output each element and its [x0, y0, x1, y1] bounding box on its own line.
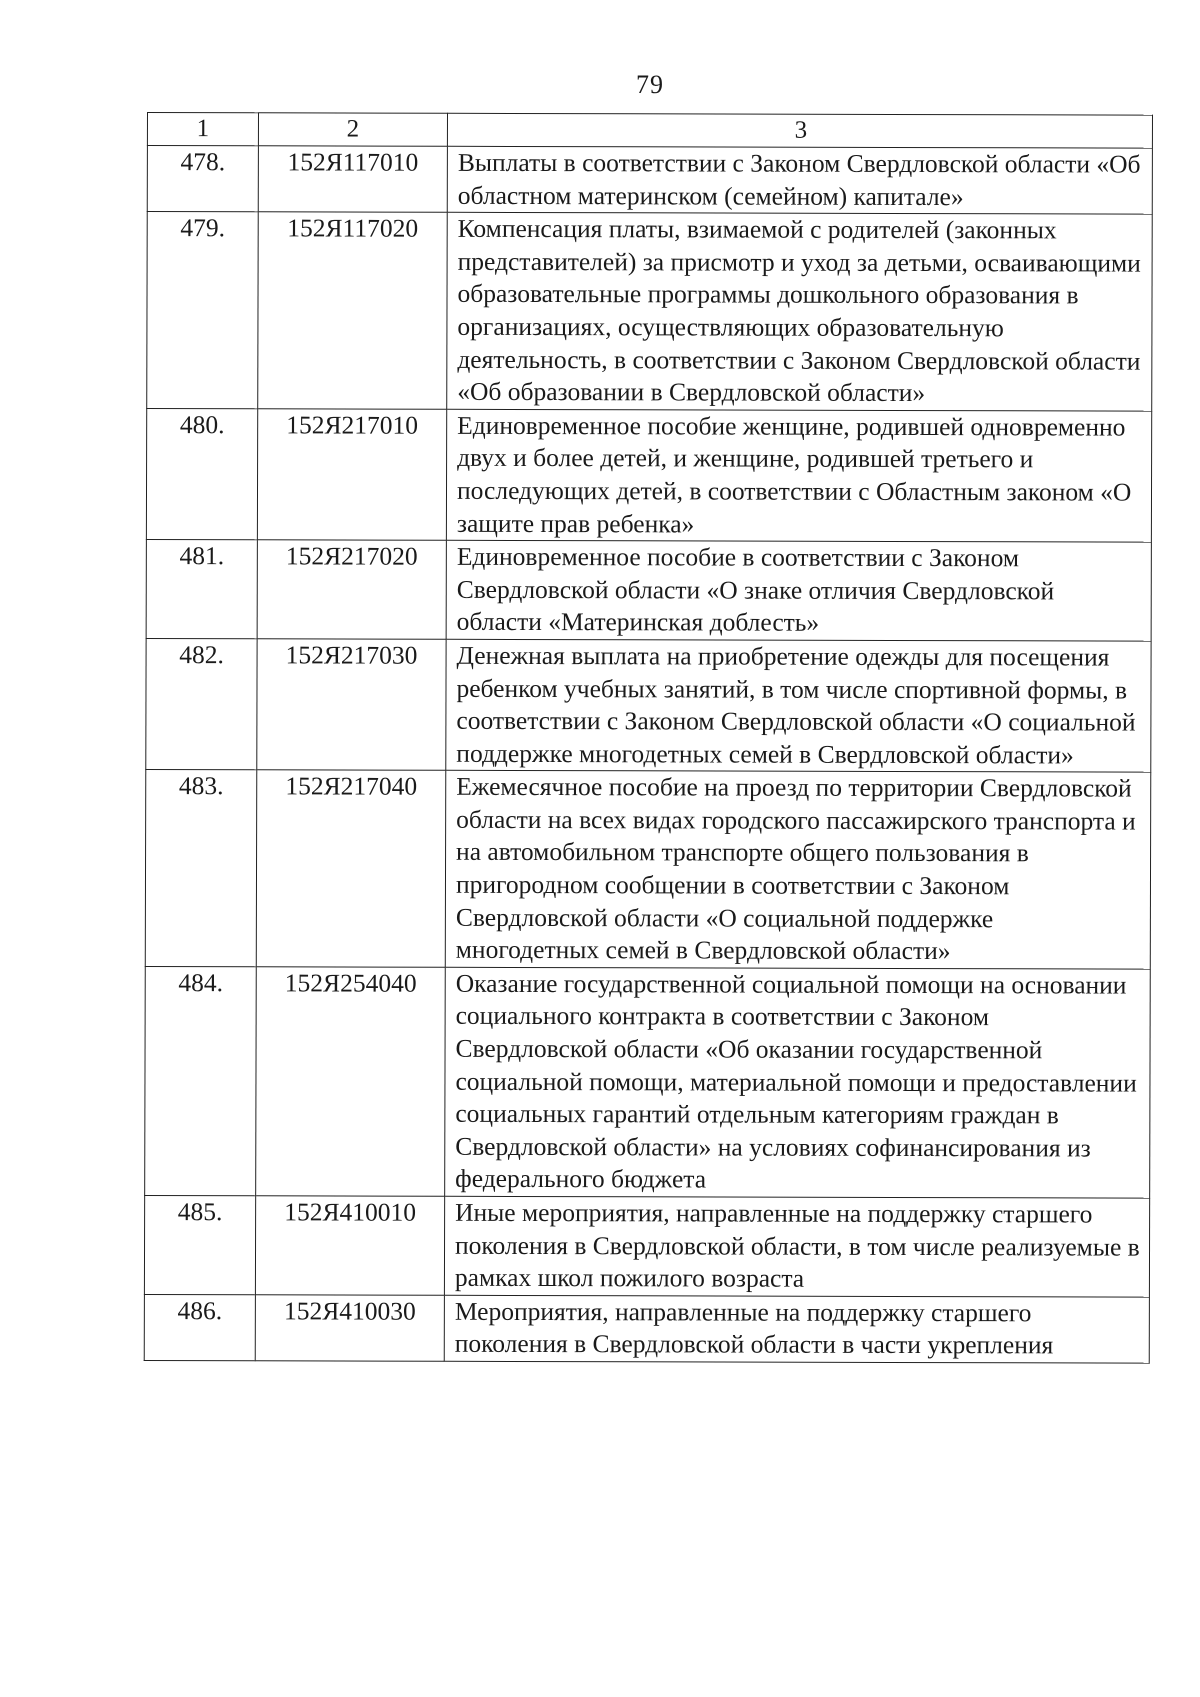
row-code: 152Я217040 [256, 770, 446, 967]
row-description: Денежная выплата на приобретение одежды для посещения ребенком учебных занятий, в том числе спортивной формы, в соответствии с Законом Свердловской области «О социальной поддержке многодетных семей в Свердловской области» [446, 639, 1151, 772]
row-code: 152Я217020 [257, 540, 446, 639]
row-description: Выплаты в соответствии с Законом Свердловской области «Об областном материнском (семейном) капитале» [447, 146, 1152, 214]
column-header-2: 2 [258, 113, 447, 146]
table-row [145, 770, 1151, 969]
row-description: Единовременное пособие женщине, родившей одновременно двух и более детей, и женщине, родившей третьего и последующих детей, в соответствии с Областным законом «О защите прав ребенка» [446, 409, 1151, 542]
table-row [146, 408, 1151, 542]
row-number: 482. [146, 638, 257, 770]
table-row [144, 1195, 1149, 1296]
row-description: Единовременное пособие в соответствии с Законом Свердловской области «О знаке отличия Свердловской области «Материнская доблесть» [446, 540, 1151, 641]
row-number: 484. [145, 966, 257, 1195]
column-header-1: 1 [147, 113, 258, 146]
row-code: 152Я410010 [255, 1196, 444, 1295]
row-description: Компенсация платы, взимаемой с родителей (законных представителей) за присмотр и уход за детьми, осваивающими образовательные программы дошкольного образования в организациях, осуществляющих образовательную деятельность, в соответствии с Законом Свердловской области «Об образовании в Свердловской области» [447, 212, 1153, 410]
row-number: 478. [147, 146, 258, 212]
table-row [145, 966, 1151, 1198]
row-description: Мероприятия, направленные на поддержку старшего поколения в Свердловской области в части укрепления [444, 1295, 1149, 1363]
table-row [147, 212, 1153, 411]
row-description: Ежемесячное пособие на проезд по территории Свердловской области на всех видах городского пассажирского транспорта и на автомобильном транспорте общего пользования в пригородном сообщении в соответствии с Законом Свердловской области «О социальной поддержке многодетных семей в Свердловской области» [445, 771, 1151, 969]
table-row [146, 540, 1151, 641]
row-code: 152Я254040 [256, 967, 446, 1197]
table-header-row [147, 113, 1152, 149]
row-number: 483. [145, 770, 257, 967]
table-row [147, 146, 1152, 215]
row-code: 152Я117020 [258, 212, 448, 409]
row-code: 152Я117010 [258, 146, 447, 213]
row-code: 152Я410030 [255, 1295, 444, 1362]
budget-code-table [144, 112, 1153, 1364]
page-number: 79 [636, 70, 664, 99]
row-number: 481. [146, 540, 257, 639]
row-code: 152Я217030 [257, 639, 446, 771]
row-number: 479. [147, 212, 259, 409]
table-row [144, 1294, 1149, 1363]
table-row [146, 638, 1151, 772]
column-header-3: 3 [447, 113, 1152, 148]
row-number: 480. [146, 408, 257, 540]
row-description: Иные мероприятия, направленные на поддержку старшего поколения в Свердловской области, в том числе реализуемые в рамках школ пожилого возраста [444, 1196, 1149, 1297]
row-number: 485. [144, 1195, 255, 1294]
row-code: 152Я217010 [257, 409, 446, 541]
row-description: Оказание государственной социальной помощи на основании социального контракта в соответствии с Законом Свердловской области «Об оказании государственной социальной помощи, материальной помощи и предоставлении социальных гарантий отдельным категориям граждан в Свердловской области» на условиях софинансирования из федерального бюджета [445, 967, 1151, 1198]
row-number: 486. [144, 1294, 255, 1360]
